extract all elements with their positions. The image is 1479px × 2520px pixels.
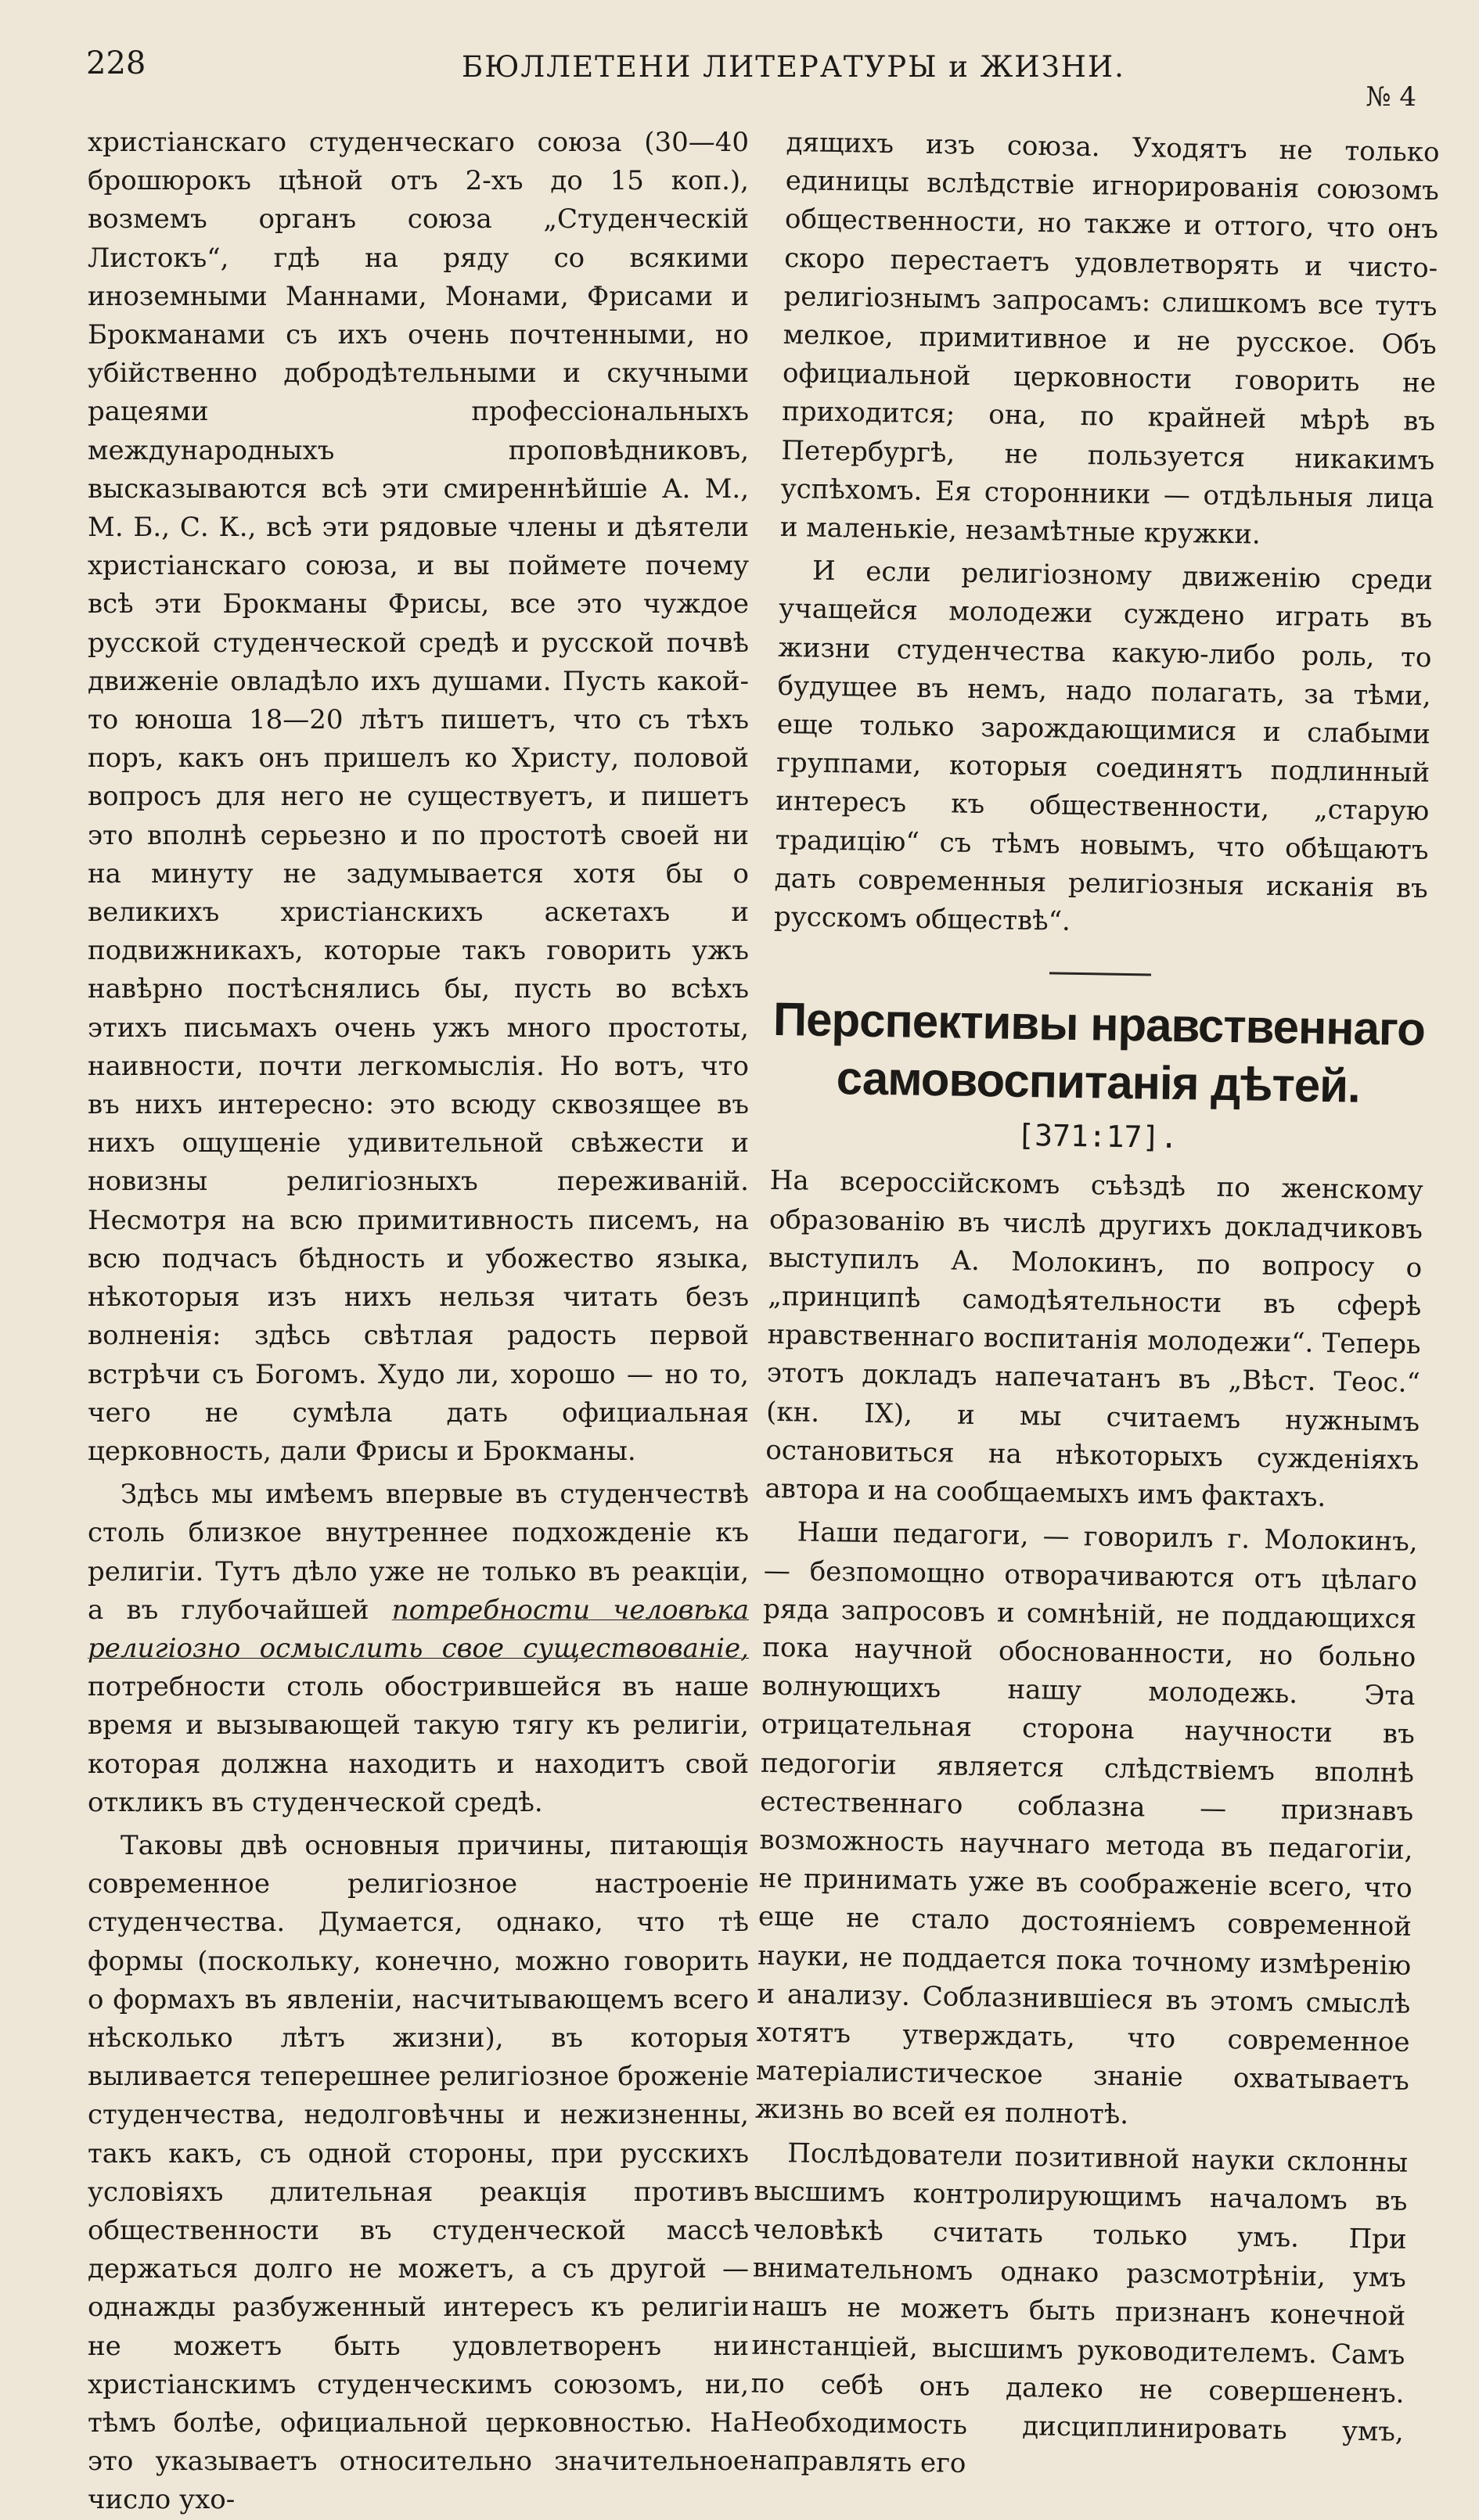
paragraph: На всероссійскомъ съѣздѣ по женскому образованію въ числѣ другихъ докладчиковъ выступилъ А. Молокинъ, по вопросу о „принципѣ самодѣятельности въ сферѣ нравственнаго воспитанія молодежи“. Теперь этотъ докладъ напечатанъ въ „Вѣст. Теос.“ (кн. IX), и мы считаемъ нужнымъ остановиться на нѣкоторыхъ сужденіяхъ автора и на сообщаемыхъ имъ фактахъ. xyxy=(765,1165,1423,1514)
paragraph: И если религіозному движенію среди учащейся молодежи суждено играть въ жизни студенчества какую-либо роль, то будущее въ немъ, надо полагать, за тѣми, еще только зарождающимися и слабыми группами, которыя соединятъ подлинный интересъ къ общественности, „старую традицію“ съ тѣмъ новымъ, что обѣщаютъ дать современныя религіозныя исканія въ русскомъ обществѣ“. xyxy=(773,555,1434,937)
left-column xyxy=(88,124,749,2520)
running-title: БЮЛЛЕТЕНИ ЛИТЕРАТУРЫ и ЖИЗНИ. xyxy=(462,50,1125,84)
page-number: 228 xyxy=(86,45,146,81)
section-divider xyxy=(1049,972,1150,976)
paragraph: дящихъ изъ союза. Уходятъ не только единицы вслѣдствіе игнорированія союзомъ общественности, но также и оттого, что онъ скоро перестаетъ удовлетворять и чисто-религіознымъ запросамъ: слишкомъ все тутъ мелкое, примитивное и не русское. Объ официальной церковности говорить не приходится; она, по крайней мѣрѣ въ Петербургѣ, не пользуется никакимъ успѣхомъ. Ея сторонники — отдѣльныя лица и маленькіе, незамѣтные кружки. xyxy=(779,126,1440,551)
paragraph: Таковы двѣ основныя причины, питающія современное религіозное настроеніе студенчества. Думается, однако, что тѣ формы (поскольку, конечно, можно говорить о формахъ въ явленіи, насчитывающемъ всего нѣсколько лѣтъ жизни), въ которыя выливается теперешнее религіозное броженіе студенчества, недолговѣчны и нежизненны, такъ какъ, съ одной стороны, при русскихъ условіяхъ длительная реакція противъ общественности въ студенческой массѣ держаться долго не можетъ, а съ другой — однажды разбуженный интересъ къ религіи не можетъ быть удовлетворенъ ни христіанскимъ студенческимъ союзомъ, ни, тѣмъ болѣе, официальной церковностью. На это указываетъ относительно значительное число ухо- xyxy=(88,1829,749,2516)
page-header xyxy=(86,45,1416,113)
emphasized-text: потребности человѣка религіозно осмыслить свое существованіе, xyxy=(88,1594,749,1664)
article-reference: [371:17]. xyxy=(1016,1118,1179,1156)
article-title: Перспективы нравственнаго самовоспитанія дѣтей. xyxy=(772,993,1426,1113)
paragraph: Послѣдователи позитивной науки склонны высшимъ контролирующимъ началомъ въ человѣкѣ считать только умъ. При внимательномъ однако разсмотрѣніи, умъ нашъ не можетъ быть признанъ конечной инстанціей, высшимъ руководителемъ. Самъ по себѣ онъ далеко не совершененъ. Необходимость дисциплинировать умъ, направлять его xyxy=(749,2137,1409,2480)
paragraph: Наши педагоги, — говорилъ г. Молокинъ, — безпомощно отворачиваются отъ цѣлаго ряда запросовъ и сомнѣній, не поддающихся пока научной обоснованности, но больно волнующихъ нашу молодежь. Эта отрицательная сторона научности въ педогогіи является слѣдствіемъ вполнѣ естественнаго соблазна — признавъ возможность научнаго метода въ педагогіи, не принимать уже въ соображеніе всего, что еще не стало достояніемъ современной науки, не поддается пока точному измѣренію и анализу. Соблазнившіеся въ этомъ смыслѣ хотятъ утверждать, что современное матеріалистическое знаніе охватываетъ жизнь во всей ея полнотѣ. xyxy=(754,1516,1418,2131)
issue-number: № 4 xyxy=(1366,81,1416,113)
paragraph: христіанскаго студенческаго союза (30—40 брошюрокъ цѣной отъ 2-хъ до 15 коп.), возмемъ органъ союза „Студенческій Листокъ“, гдѣ на ряду со всякими иноземными Маннами, Монами, Фрисами и Брокманами съ ихъ очень почтенными, но убійственно добродѣтельными и скучными рацеями профессіональныхъ международныхъ проповѣдниковъ, высказываются всѣ эти смиреннѣйшіе А. М., М. Б., С. К., всѣ эти рядовые члены и дѣятели христіанскаго союза, и вы поймете почему всѣ эти Брокманы Фрисы, все это чуждое русской студенческой средѣ и русской почвѣ движеніе овладѣло ихъ душами. Пусть какой-то юноша 18—20 лѣтъ пишетъ, что съ тѣхъ поръ, какъ онъ пришелъ ко Христу, половой вопросъ для него не существуетъ, и пишетъ это вполнѣ серьезно и по простотѣ своей ни на минуту не задумывается хотя бы о великихъ христіанскихъ аскетахъ и подвижникахъ, которые такъ говорить ужъ навѣрно постѣснялись бы, пусть во всѣхъ этихъ письмахъ очень ужъ много простоты, наивности, почти легкомыслія. Но вотъ, что въ нихъ интересно: это всюду сквозящее въ нихъ ощущеніе удивительной свѣжести и новизны религіозныхъ переживаній. Несмотря на всю примитивность писемъ, на всю подчасъ бѣдность и убожество языка, нѣкоторыя изъ нихъ нельзя читать безъ волненія: здѣсь свѣтлая радость первой встрѣчи съ Богомъ. Худо ли, хорошо — но то, чего не сумѣла дать официальная церковность, дали Фрисы и Брокманы. xyxy=(88,127,749,1467)
paragraph-text: потребности столь обострившейся въ наше время и вызывающей такую тягу къ религіи, которая должна находить и находитъ свой откликъ въ студенческой средѣ. xyxy=(88,1671,749,1818)
paragraph xyxy=(88,1476,749,1822)
paragraph-text: Здѣсь мы имѣемъ впервые въ студенчествѣ столь близкое внутреннее подхожденіе къ религіи. Тутъ дѣло уже не только въ реакціи, а въ глубочайшей xyxy=(88,1479,749,1626)
right-column xyxy=(750,124,1440,2490)
